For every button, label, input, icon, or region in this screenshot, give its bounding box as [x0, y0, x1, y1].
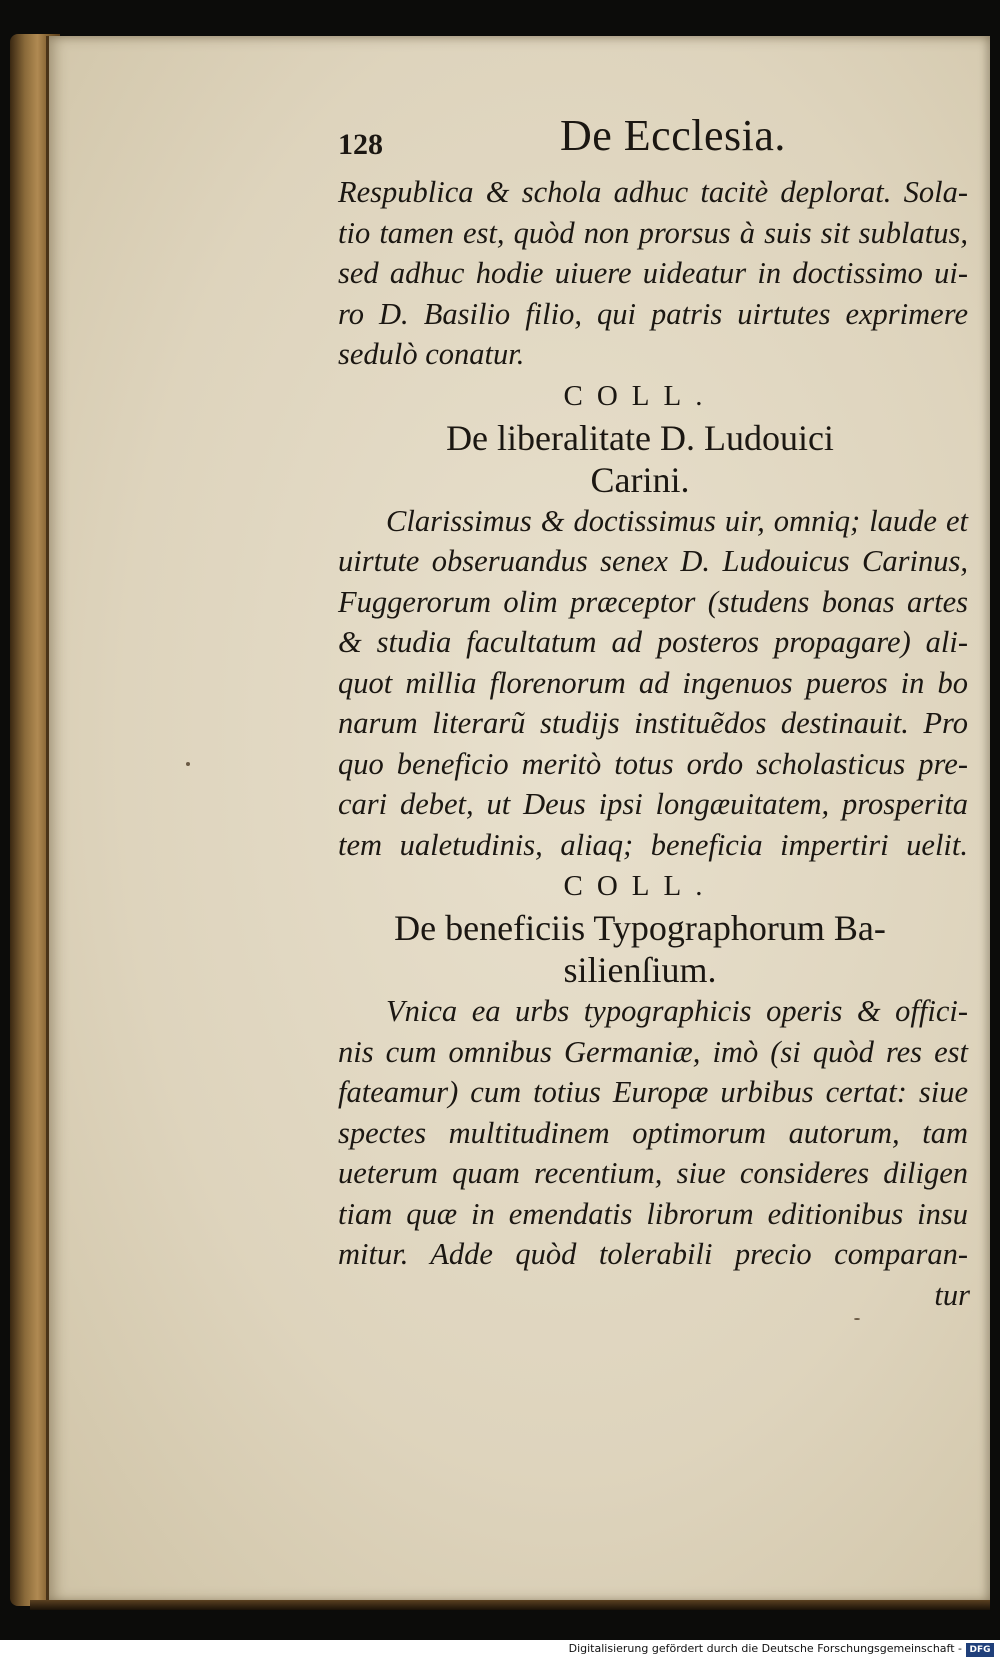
catchword: tur [934, 1277, 970, 1312]
text-line: nis cum omnibus Germaniæ, imò (si quòd res est [338, 1034, 968, 1069]
section-heading: Carini. [590, 459, 690, 500]
section-1 [290, 375, 970, 866]
text-line: Vnica ea urbs typographicis operis & offici- [386, 994, 968, 1028]
paragraph-1 [290, 172, 970, 375]
section-heading: De beneficiis Typographorum Ba- [394, 908, 886, 948]
coll-label: COLL. [563, 870, 717, 902]
gutter-line [46, 36, 49, 1602]
text-line: & studia facultatum ad posteros propagare) ali- [338, 625, 968, 659]
text-line: tem ualetudinis, aliaq; beneficia impertiri uelit. [338, 827, 968, 862]
text-line: quot millia florenorum ad ingenuos pueros in bo [338, 665, 968, 700]
coll-label: COLL. [563, 379, 717, 412]
text-line: quo beneficio meritò totus ordo scholasticus pre- [338, 746, 968, 781]
running-head: De Ecclesia. [560, 111, 786, 160]
paper-speck [854, 1318, 860, 1320]
book-bottom-edge [30, 1600, 990, 1610]
text-line: sedulò conatur. [338, 337, 525, 371]
footer-credit: Digitalisierung gefördert durch die Deutsche Forschungsgemeinschaft - [568, 1642, 962, 1655]
text-line: sed adhuc hodie uiuere uideatur in doctissimo ui- [338, 256, 968, 290]
text-line: Clarissimus & doctissimus uir, omniq; laude et [386, 503, 968, 538]
footer-bar [0, 1640, 1000, 1662]
page-header [290, 110, 970, 172]
section-heading: silienſium. [563, 950, 717, 990]
page-number: 128 [338, 128, 383, 161]
text-line: ueterum quam recentium, siue consideres diligen [338, 1156, 968, 1190]
text-line: cari debet, ut Deus ipsi longæuitatem, prosperita [338, 787, 968, 821]
text-line: uirtute obseruandus senex D. Ludouicus Carinus, [338, 544, 968, 578]
paper-speck [186, 762, 190, 766]
text-line: fateamur) cum totius Europæ urbibus certat: siue [338, 1075, 968, 1109]
text-line: mitur. Adde quòd tolerabili precio comparan- [338, 1237, 968, 1271]
section-2 [290, 865, 970, 1315]
text-line: Fuggerorum olim præceptor (studens bonas artes [338, 584, 968, 619]
text-line: Respublica & schola adhuc tacitè deplorat. Sola- [338, 175, 968, 209]
text-line: narum literarũ studijs instituẽdos destinauit. Pro [338, 706, 968, 740]
text-line: ro D. Basilio filio, qui patris uirtutes exprimere [338, 296, 968, 331]
text-line: tiam quæ in emendatis librorum editionibus insu [338, 1196, 968, 1231]
dfg-logo-icon: DFG [966, 1643, 994, 1657]
text-line: spectes multitudinem optimorum autorum, tam [338, 1115, 968, 1150]
section-heading: De liberalitate D. Ludouici [446, 417, 834, 458]
page-text [290, 110, 970, 1315]
text-line: tio tamen est, quòd non prorsus à suis sit sublatus, [338, 215, 968, 250]
